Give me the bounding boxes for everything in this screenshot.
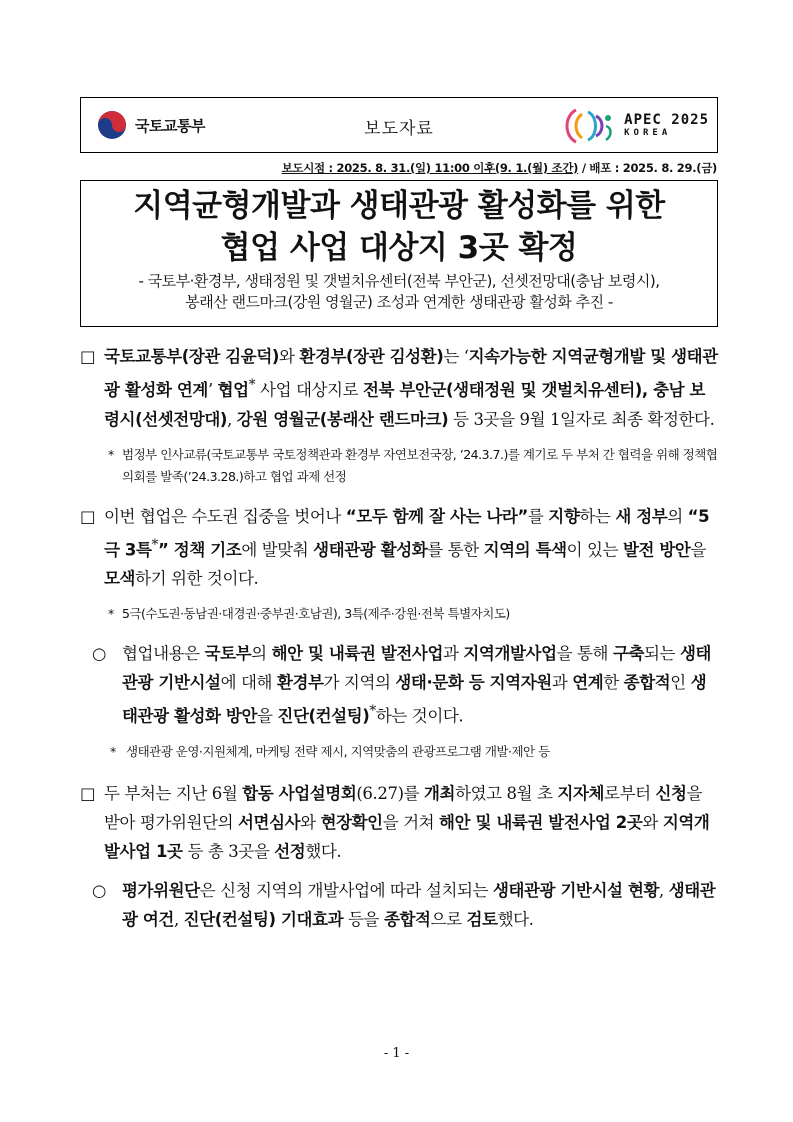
text-run: 의 (667, 506, 688, 526)
text-run: 하였고 8월 초 (455, 783, 558, 803)
text-run: 생태관광 활성화 (313, 540, 428, 559)
text-run: “모두 함께 잘 사는 나라” (345, 506, 528, 526)
footnote-star: * (108, 446, 114, 462)
text-run: 하는 것이다. (375, 706, 464, 726)
text-run: 이번 협업은 수도권 집중을 벗어나 (104, 506, 346, 526)
text-run: 합동 사업설명회 (242, 783, 357, 803)
header-box (80, 97, 718, 153)
text-run: 을 (257, 706, 278, 726)
text-run: 가 지역의 (323, 673, 396, 692)
text-run: 국토교통부(장관 김윤덕) (104, 347, 280, 366)
text-run: 신청 (655, 783, 687, 803)
text-run: , (173, 909, 184, 929)
headline-line-1: 지역균형개발과 생태관광 활성화를 위한 (133, 188, 665, 224)
text-run: 을 거쳐 (382, 812, 440, 832)
text-run: 는 ‘ (443, 347, 469, 366)
footnote-star: * (108, 606, 114, 621)
text-run: 개최 (424, 783, 456, 803)
text-run: 평가위원단 (122, 880, 200, 900)
text-run: 으로 (430, 909, 467, 929)
apec-country: KOREA (624, 127, 672, 138)
text-run: 협업 (217, 380, 249, 400)
text-run: 로부터 (604, 783, 656, 803)
footnote-star: * (110, 743, 116, 759)
text-run: 등 총 3곳을 (182, 841, 275, 861)
text-run: 환경부 (276, 673, 324, 692)
text-run: 한 (603, 673, 624, 692)
press-release-label: 보도자료 (364, 119, 434, 139)
text-run: 을 받아 평가위원단의 (104, 783, 703, 832)
text-run: 했다. (305, 841, 342, 861)
subheadline-line-1: - 국토부·환경부, 생태정원 및 갯벌치유센터(전북 부안군), 선셋전망대(충남 보령시), (138, 272, 660, 290)
body-content (80, 342, 720, 934)
text-run: 생태관광 기반시설 현황 (492, 880, 660, 900)
text-run: “5극 3특 (104, 506, 710, 559)
footnote-1 (80, 444, 720, 488)
title-box (80, 180, 718, 327)
footnote-mark: * (151, 536, 158, 553)
subheadline-line-2: 봉래산 랜드마크(강원 영월군) 조성과 연계한 생태관광 활성화 추진 - (185, 293, 613, 311)
footnote-2 (80, 603, 720, 625)
embargo-distribution-date: / 배포 : 2025. 8. 29.(금) (578, 161, 717, 175)
text-run: 과 (443, 644, 464, 663)
text-run: 해안 및 내륙권 발전사업 (271, 644, 443, 663)
apec-title: APEC 2025 (624, 112, 709, 129)
text-run: 와 (642, 812, 663, 832)
text-run: 선정 (274, 841, 306, 861)
text-run: 인 (670, 673, 691, 692)
paragraph-2 (80, 502, 720, 594)
ministry-name: 국토교통부 (135, 116, 205, 135)
text-run: 를 통한 (427, 540, 484, 559)
text-run: 사업 대상지로 (255, 380, 363, 400)
text-run: 국토부 (204, 644, 252, 663)
text-run: 두 부처는 지난 6월 (104, 783, 243, 803)
footnote-3 (80, 741, 720, 763)
headline-line-2: 협업 사업 대상지 3곳 확정 (220, 230, 578, 266)
sub-paragraph-1 (86, 639, 720, 731)
footnote-mark: * (369, 703, 376, 719)
text-run: 와 (279, 347, 300, 366)
footnote-mark: * (248, 377, 256, 393)
text-run: 생태관광 활성화 방안 (122, 673, 707, 726)
text-run: 생태관광 여건 (122, 880, 716, 929)
text-run: , (227, 409, 237, 429)
text-run: ” (158, 540, 169, 559)
text-run: 지향 (548, 506, 580, 526)
text-run: (6.27)를 (356, 783, 424, 803)
text-run: 정책 기조 (168, 540, 242, 559)
square-bullet: □ (80, 506, 96, 526)
text-run: 을 통해 (556, 644, 613, 663)
text-run: 은 신청 지역의 개발사업에 따라 설치되는 (199, 880, 493, 900)
text-run: 협업내용은 (122, 644, 205, 663)
text-run: 등 3곳을 9월 1일자로 최종 확정한다. (448, 409, 715, 429)
square-bullet: □ (80, 783, 96, 803)
text-run: 을 (690, 540, 707, 559)
square-bullet: □ (80, 347, 96, 366)
circle-bullet: ○ (92, 644, 106, 663)
circle-bullet: ○ (92, 880, 106, 900)
text-run: 하기 위한 것이다. (135, 569, 259, 588)
text-run: 현장확인 (320, 812, 383, 832)
embargo-line (282, 160, 717, 176)
text-run: 전북 부안군(생태정원 및 갯벌치유센터), 충남 보령시(선셋전망대) (104, 380, 706, 429)
text-run: 에 발맞춰 (241, 540, 314, 559)
text-run: 지역개발사업 1곳 (104, 812, 710, 861)
text-run: 의 (251, 644, 272, 663)
text-run: 구축 (612, 644, 645, 663)
text-run: 종합적 (623, 673, 671, 692)
text-run: 를 (527, 506, 549, 526)
text-run: 생태관광 기반시설 (122, 644, 712, 692)
text-run: 와 (300, 812, 321, 832)
text-run: , (659, 880, 669, 900)
paragraph-3 (80, 779, 720, 866)
text-run: 환경부(장관 김성환) (299, 347, 444, 366)
text-run: 종합적 (383, 909, 431, 929)
subheadline (81, 271, 717, 313)
embargo-release-time: 보도시점 : 2025. 8. 31.(일) 11:00 이후(9. 1.(월) 조간) (281, 161, 579, 175)
text-run: 지속가능한 지역균형개발 및 생태관광 활성화 연계 (104, 347, 718, 400)
page-number: - 1 - (383, 1046, 410, 1061)
text-run: 강원 영월군(봉래산 랜드마크) (236, 409, 449, 429)
sub-paragraph-2 (86, 876, 720, 934)
text-run: 진단(컨설팅) (277, 706, 370, 726)
text-run: ’ (207, 380, 218, 400)
text-run: 되는 (644, 644, 680, 663)
text-run: 이 있는 (566, 540, 623, 559)
text-run: 연계 (572, 673, 604, 692)
text-run: 모색 (104, 569, 136, 588)
text-run: 하는 (579, 506, 616, 526)
apec-emblem-icon (562, 106, 618, 146)
headline (81, 185, 717, 269)
text-run: 새 정부 (615, 506, 668, 526)
text-run: 서면심사 (238, 812, 301, 832)
text-run: 했다. (497, 909, 534, 929)
footnote-text: 범정부 인사교류(국토교통부 국토정책관과 환경부 자연보전국장, ’24.3.7.)를 계기로 두 부처 간 협력을 위해 정책협의회를 발족(’24.3.28.)하고 협업 과제 선정 (122, 446, 718, 484)
text-run: 발전 방안 (622, 540, 691, 559)
text-run: 지자체 (557, 783, 605, 803)
text-run: 진단(컨설팅) 기대효과 (183, 909, 344, 929)
text-run: 지역개발사업 (463, 644, 557, 663)
text-run: 과 (551, 673, 573, 692)
apec-logo (562, 104, 709, 148)
text-run: 지역의 특색 (483, 540, 567, 559)
text-run: 검토 (466, 909, 498, 929)
footnote-text: 5극(수도권·동남권·대경권·중부권·호남권), 3특(제주·강원·전북 특별자치도) (122, 606, 510, 621)
text-run: 에 대해 (220, 673, 277, 692)
paragraph-1 (80, 342, 720, 434)
text-run: 해안 및 내륙권 발전사업 2곳 (439, 812, 643, 832)
footnote-text: 생태관광 운영·지원체계, 마케팅 전략 제시, 지역맞춤의 관광프로그램 개발·제안 등 (126, 743, 550, 759)
text-run: 생태·문화 등 지역자원 (395, 673, 552, 692)
text-run: 등을 (343, 909, 384, 929)
